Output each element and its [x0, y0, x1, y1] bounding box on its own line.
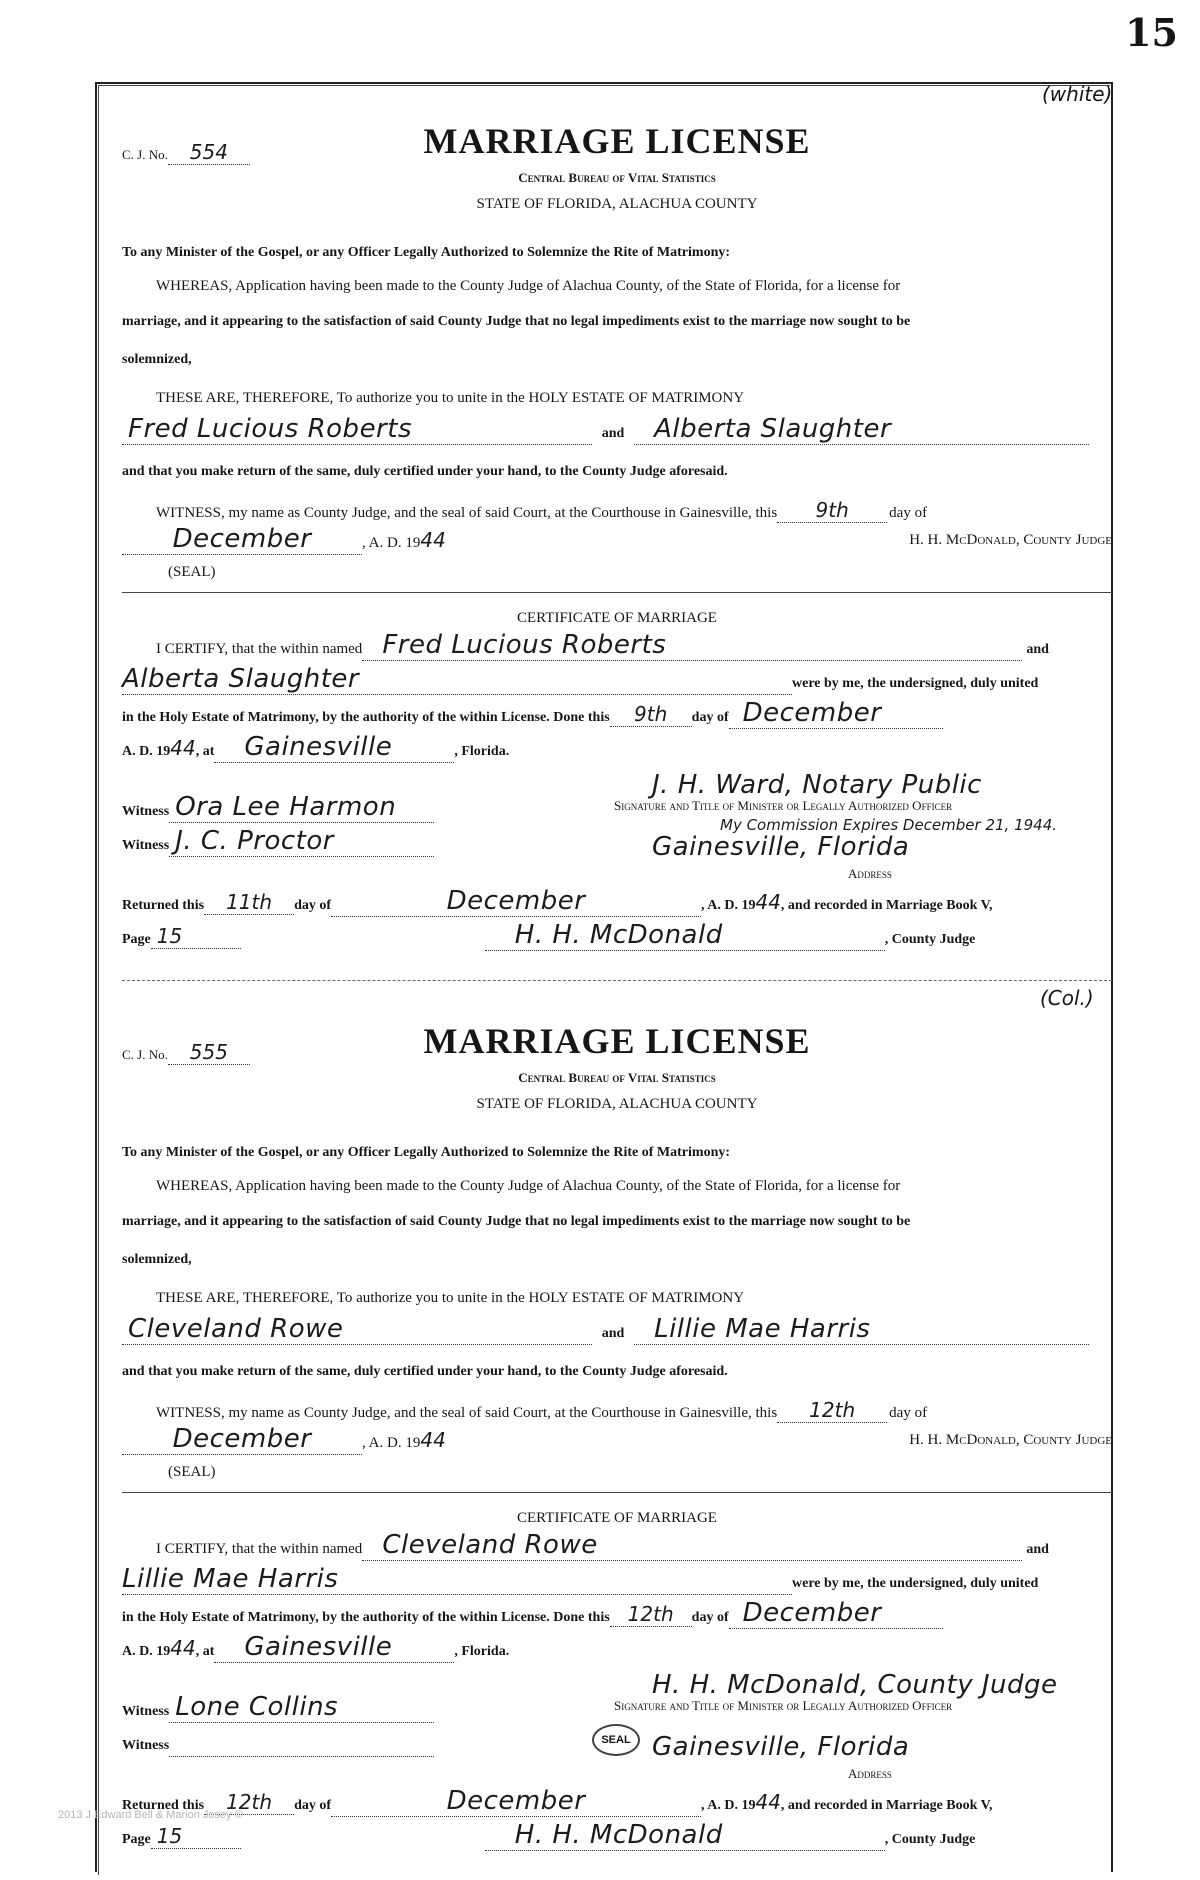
recorded-text: , and recorded in Marriage Book V,: [780, 898, 993, 913]
cert-holy: in the Holy Estate of Matrimony, by the authority of the within License. Done this: [122, 1610, 610, 1625]
page-number: 15: [1125, 10, 1178, 55]
certificate-title: CERTIFICATE OF MARRIAGE: [517, 610, 717, 626]
recorded-text: , and recorded in Marriage Book V,: [780, 1798, 993, 1813]
cert-month: December: [742, 698, 882, 728]
classification-note: (white): [1042, 82, 1113, 106]
cert-month: December: [742, 1598, 882, 1628]
state-county: STATE OF FLORIDA, ALACHUA COUNTY: [476, 196, 758, 212]
address-caption: Address: [848, 1766, 892, 1781]
signature-caption: Signature and Title of Minister or Legally Authorized Officer: [614, 1698, 953, 1713]
address-line: To any Minister of the Gospel, or any Officer Legally Authorized to Solemnize the Rite of Matrimony:: [122, 1145, 731, 1160]
cert-at: , at: [195, 1644, 215, 1659]
cert-florida: , Florida.: [454, 744, 510, 759]
returned-label: Returned this: [122, 898, 205, 913]
witness-1-name: Ora Lee Harmon: [175, 792, 397, 822]
cert-day: 12th: [627, 1602, 674, 1626]
page-label: Page: [122, 932, 151, 947]
cert-holy: in the Holy Estate of Matrimony, by the authority of the within License. Done this: [122, 710, 610, 725]
bureau-name: Central Bureau of Vital Statistics: [518, 170, 716, 185]
page-label: Page: [122, 1832, 151, 1847]
officer-address: Gainesville, Florida: [652, 1732, 910, 1762]
judge-signature: H. H. McDonald: [514, 920, 723, 950]
groom-name: Cleveland Rowe: [128, 1314, 344, 1344]
cert-ad: A. D. 19: [122, 1644, 171, 1659]
page-no: 15: [156, 1824, 183, 1848]
bride-name: Lillie Mae Harris: [654, 1314, 871, 1344]
return-line: and that you make return of the same, duly certified under your hand, to the County Judge aforesaid.: [122, 1364, 728, 1379]
bride-name: Alberta Slaughter: [654, 414, 892, 444]
cert-day: 9th: [634, 702, 668, 726]
witness-month: December: [172, 524, 312, 554]
witness-day: 9th: [815, 498, 849, 522]
bureau-name: Central Bureau of Vital Statistics: [518, 1070, 716, 1085]
returned-day-of: day of: [294, 1798, 332, 1813]
witness-1-label: Witness: [122, 1704, 170, 1719]
cj-number-label: C. J. No.: [122, 1047, 168, 1062]
cj-number-label: C. J. No.: [122, 147, 168, 162]
cert-place: Gainesville: [244, 1632, 393, 1662]
cert-at: , at: [195, 744, 215, 759]
license-record-1: [122, 80, 1112, 980]
cert-day-of: day of: [691, 710, 729, 725]
commission-note: My Commission Expires December 21, 1944.: [720, 816, 1058, 834]
ad-prefix: , A. D. 19: [362, 535, 421, 551]
cert-certify: I CERTIFY, that the within named: [156, 1541, 363, 1557]
witness-1-label: Witness: [122, 804, 170, 819]
whereas-line-2: marriage, and it appearing to the satisfaction of said County Judge that no legal impediments exist to the marriage now sought to be: [122, 314, 911, 329]
license-title: MARRIAGE LICENSE: [423, 121, 811, 161]
copyright-watermark: 2013 J Edward Bell & Marion Josey ©: [58, 1809, 243, 1821]
returned-ad: , A. D. 19: [701, 898, 756, 913]
returned-day: 12th: [226, 1790, 273, 1814]
county-judge-label: , County Judge: [884, 932, 976, 947]
judge-name: H. H. McDonald, County Judge: [909, 532, 1112, 548]
seal-label: (SEAL): [168, 1464, 216, 1480]
cert-ad: A. D. 19: [122, 744, 171, 759]
returned-month: December: [446, 886, 586, 916]
address-line: To any Minister of the Gospel, or any Officer Legally Authorized to Solemnize the Rite of Matrimony:: [122, 245, 731, 260]
returned-day-of: day of: [294, 898, 332, 913]
cert-bride: Lillie Mae Harris: [122, 1564, 339, 1594]
these-are-line: THESE ARE, THEREFORE, To authorize you to unite in the HOLY ESTATE OF MATRIMONY: [156, 390, 745, 406]
cert-day-of: day of: [691, 1610, 729, 1625]
cert-place: Gainesville: [244, 732, 393, 762]
cert-bride: Alberta Slaughter: [122, 664, 360, 694]
official-seal-stamp: SEAL: [592, 1724, 640, 1756]
officer-signature: J. H. Ward, Notary Public: [652, 770, 982, 800]
cj-number: 555: [189, 1040, 228, 1064]
these-are-line: THESE ARE, THEREFORE, To authorize you to unite in the HOLY ESTATE OF MATRIMONY: [156, 1290, 745, 1306]
cert-year: 44: [170, 736, 196, 760]
whereas-line-1: WHEREAS, Application having been made to the County Judge of Alachua County, of the State of Florida, for a license for: [156, 1178, 901, 1194]
county-judge-label: , County Judge: [884, 1832, 976, 1847]
section-divider: [122, 592, 1112, 593]
returned-year: 44: [755, 1790, 781, 1814]
witness-month: December: [172, 1424, 312, 1454]
judge-signature: H. H. McDonald: [514, 1820, 723, 1850]
witness-1-name: Lone Collins: [175, 1692, 339, 1722]
witness-year: 44: [420, 528, 446, 552]
and-word: and: [601, 426, 625, 441]
cert-certify: I CERTIFY, that the within named: [156, 641, 363, 657]
returned-year: 44: [755, 890, 781, 914]
license-record-2: [122, 980, 1112, 1880]
cert-and: and: [1026, 1542, 1049, 1557]
whereas-line-3: solemnized,: [122, 352, 192, 367]
day-of: day of: [889, 1405, 928, 1421]
returned-day: 11th: [226, 890, 273, 914]
classification-note: (Col.): [1040, 986, 1094, 1010]
address-caption: Address: [848, 866, 892, 881]
returned-month: December: [446, 1786, 586, 1816]
witness-year: 44: [420, 1428, 446, 1452]
certificate-title: CERTIFICATE OF MARRIAGE: [517, 1510, 717, 1526]
cert-florida: , Florida.: [454, 1644, 510, 1659]
witness-day: 12th: [809, 1398, 856, 1422]
returned-label: Returned this: [122, 1798, 205, 1813]
return-line: and that you make return of the same, duly certified under your hand, to the County Judge aforesaid.: [122, 464, 728, 479]
witness-2-label: Witness: [122, 838, 170, 853]
whereas-line-3: solemnized,: [122, 1252, 192, 1267]
cert-groom: Cleveland Rowe: [382, 1530, 598, 1560]
and-word: and: [601, 1326, 625, 1341]
whereas-line-2: marriage, and it appearing to the satisfaction of said County Judge that no legal impediments exist to the marriage now sought to be: [122, 1214, 911, 1229]
signature-caption: Signature and Title of Minister or Legally Authorized Officer: [614, 798, 953, 813]
day-of: day of: [889, 505, 928, 521]
cert-year: 44: [170, 1636, 196, 1660]
state-county: STATE OF FLORIDA, ALACHUA COUNTY: [476, 1096, 758, 1112]
witness-2-name: J. C. Proctor: [175, 826, 334, 856]
officer-signature: H. H. McDonald, County Judge: [652, 1670, 1058, 1700]
seal-label: (SEAL): [168, 564, 216, 580]
whereas-line-1: WHEREAS, Application having been made to the County Judge of Alachua County, of the State of Florida, for a license for: [156, 278, 901, 294]
section-divider: [122, 1492, 1112, 1493]
groom-name: Fred Lucious Roberts: [128, 414, 412, 444]
witness-text: WITNESS, my name as County Judge, and the seal of said Court, at the Courthouse in Gainesville, this: [156, 505, 778, 521]
cert-groom: Fred Lucious Roberts: [382, 630, 667, 660]
page-no: 15: [156, 924, 183, 948]
cert-and: and: [1026, 642, 1049, 657]
license-title: MARRIAGE LICENSE: [423, 1021, 811, 1061]
judge-name: H. H. McDonald, County Judge: [909, 1432, 1112, 1448]
cert-were: were by me, the undersigned, duly united: [792, 676, 1039, 691]
cj-number: 554: [189, 140, 228, 164]
ad-prefix: , A. D. 19: [362, 1435, 421, 1451]
returned-ad: , A. D. 19: [701, 1798, 756, 1813]
officer-address: Gainesville, Florida: [652, 832, 910, 862]
cert-were: were by me, the undersigned, duly united: [792, 1576, 1039, 1591]
witness-text: WITNESS, my name as County Judge, and the seal of said Court, at the Courthouse in Gainesville, this: [156, 1405, 778, 1421]
witness-2-label: Witness: [122, 1738, 170, 1753]
